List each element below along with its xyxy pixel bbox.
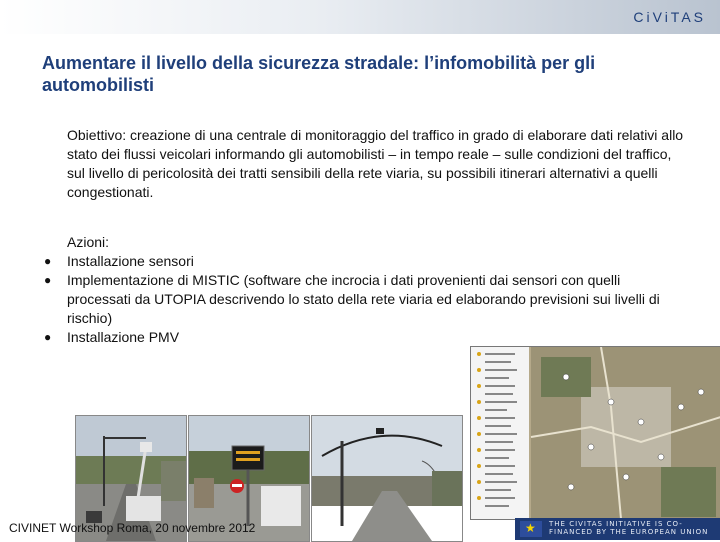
eu-cofinance-text: THE CIVITAS INITIATIVE IS CO-FINANCED BY THE EUROPEAN UNION [549, 520, 709, 536]
bullet-icon: ● [44, 273, 52, 287]
actions-label: Azioni: [67, 234, 110, 250]
bullet-icon: ● [44, 254, 52, 268]
header-band [0, 0, 720, 34]
footer-event-text: CIVINET Workshop Roma, 20 novembre 2012 [9, 521, 256, 535]
actions-list [44, 252, 684, 347]
civitas-logo: CiViTAS [633, 9, 706, 25]
map-sensor-locations [470, 346, 720, 520]
list-item: ● Implementazione di MISTIC (software che incrocia i dati provenienti dai sensori con quelli processati da UTOPIA descrivendo lo stato della rete viaria ed elaborando previsioni sui livelli di rischio) [44, 272, 660, 326]
slide-title: Aumentare il livello della sicurezza stradale: l’infomobilità per gli automobilisti [42, 53, 596, 95]
bullet-icon: ● [44, 330, 52, 344]
list-item: ● Installazione sensori [44, 253, 194, 269]
objective-paragraph: Obiettivo: creazione di una centrale di monitoraggio del traffico in grado di elaborare dati relativi allo stato dei flussi veicolari informando gli automobilisti – in tempo reale – sulle condizioni del traffico, sul livello di pericolosità dei tratti sensibili della rete viaria, su possibili itinerari alternativi a quelli congestionati. [67, 127, 684, 200]
eu-flag-icon [520, 521, 542, 537]
photo-road-gantry [311, 415, 463, 542]
list-item: ● Installazione PMV [44, 329, 180, 345]
eu-cofinance-bar [515, 518, 720, 540]
